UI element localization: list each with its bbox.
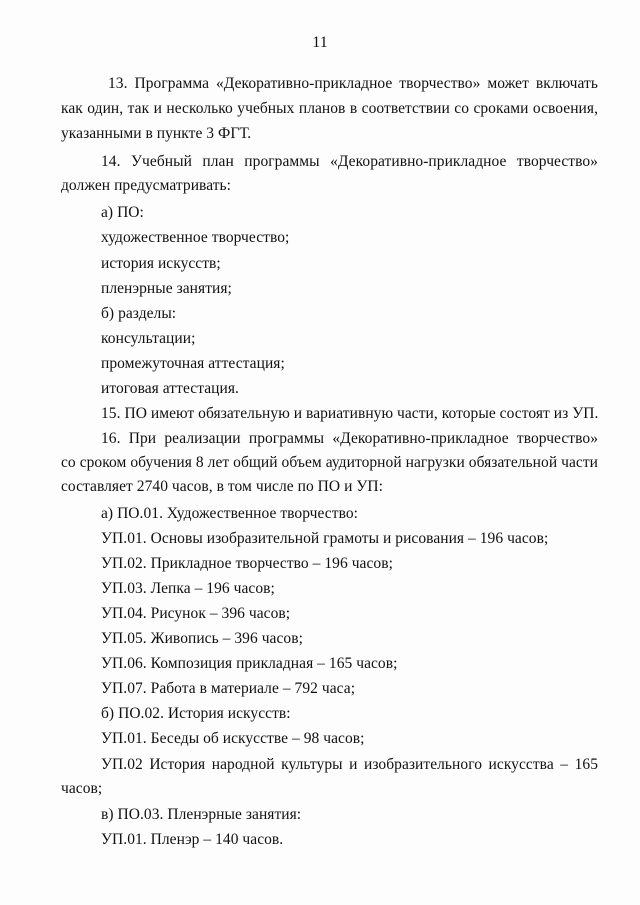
subject-item: УП.01. Беседы об искусстве – 98 часов; [101,730,365,747]
p16-line-3: составляет 2740 часов, в том числе по ПО и УП: [61,478,383,495]
section-a-title: а) ПО.01. Художественное творчество: [101,505,358,522]
p13-line-3: указанными в пункте 3 ФГТ. [61,125,252,142]
p15-line-1: 15. ПО имеют обязательную и вариативную части, которые состоят из УП. [101,405,599,422]
subject-item: УП.02. Прикладное творчество – 196 часов; [101,555,393,572]
p16-line-2: со сроком обучения 8 лет общий объем аудиторной нагрузки обязательной части [61,454,598,471]
page-number: 11 [312,34,328,51]
subject-item-continuation: часов; [61,780,103,797]
list-a-item: история искусств; [101,255,221,272]
p13-line-1: 13. Программа «Декоративно-прикладное творчество» может включать [108,75,598,92]
section-b-title: б) ПО.02. История искусств: [101,705,291,722]
p14-line-2: должен предусматривать: [61,177,232,194]
list-a-item: пленэрные занятия; [101,280,232,297]
list-b-title: б) разделы: [101,305,177,322]
list-b-item: консультации; [101,330,196,347]
list-b-item: промежуточная аттестация; [101,355,285,372]
subject-item: УП.07. Работа в материале – 792 часа; [101,680,356,697]
list-b-item: итоговая аттестация. [101,380,239,397]
p14-line-1: 14. Учебный план программы «Декоративно-прикладное творчество» [101,153,598,170]
subject-item: УП.02 История народной культуры и изобразительного искусства – 165 [101,756,598,773]
subject-item: УП.06. Композиция прикладная – 165 часов; [101,655,398,672]
p13-line-2: как один, так и несколько учебных планов в соответствии со сроками освоения, [61,100,598,117]
subject-item: УП.04. Рисунок – 396 часов; [101,605,291,622]
list-a-title: а) ПО: [101,204,144,221]
list-a-item: художественное творчество; [101,229,290,246]
section-c-title: в) ПО.03. Пленэрные занятия: [101,806,302,823]
subject-item: УП.05. Живопись – 396 часов; [101,630,303,647]
p16-line-1: 16. При реализации программы «Декоративно-прикладное творчество» [101,430,598,447]
subject-item: УП.01. Пленэр – 140 часов. [101,831,284,848]
subject-item: УП.03. Лепка – 196 часов; [101,580,275,597]
subject-item: УП.01. Основы изобразительной грамоты и рисования – 196 часов; [101,530,549,547]
